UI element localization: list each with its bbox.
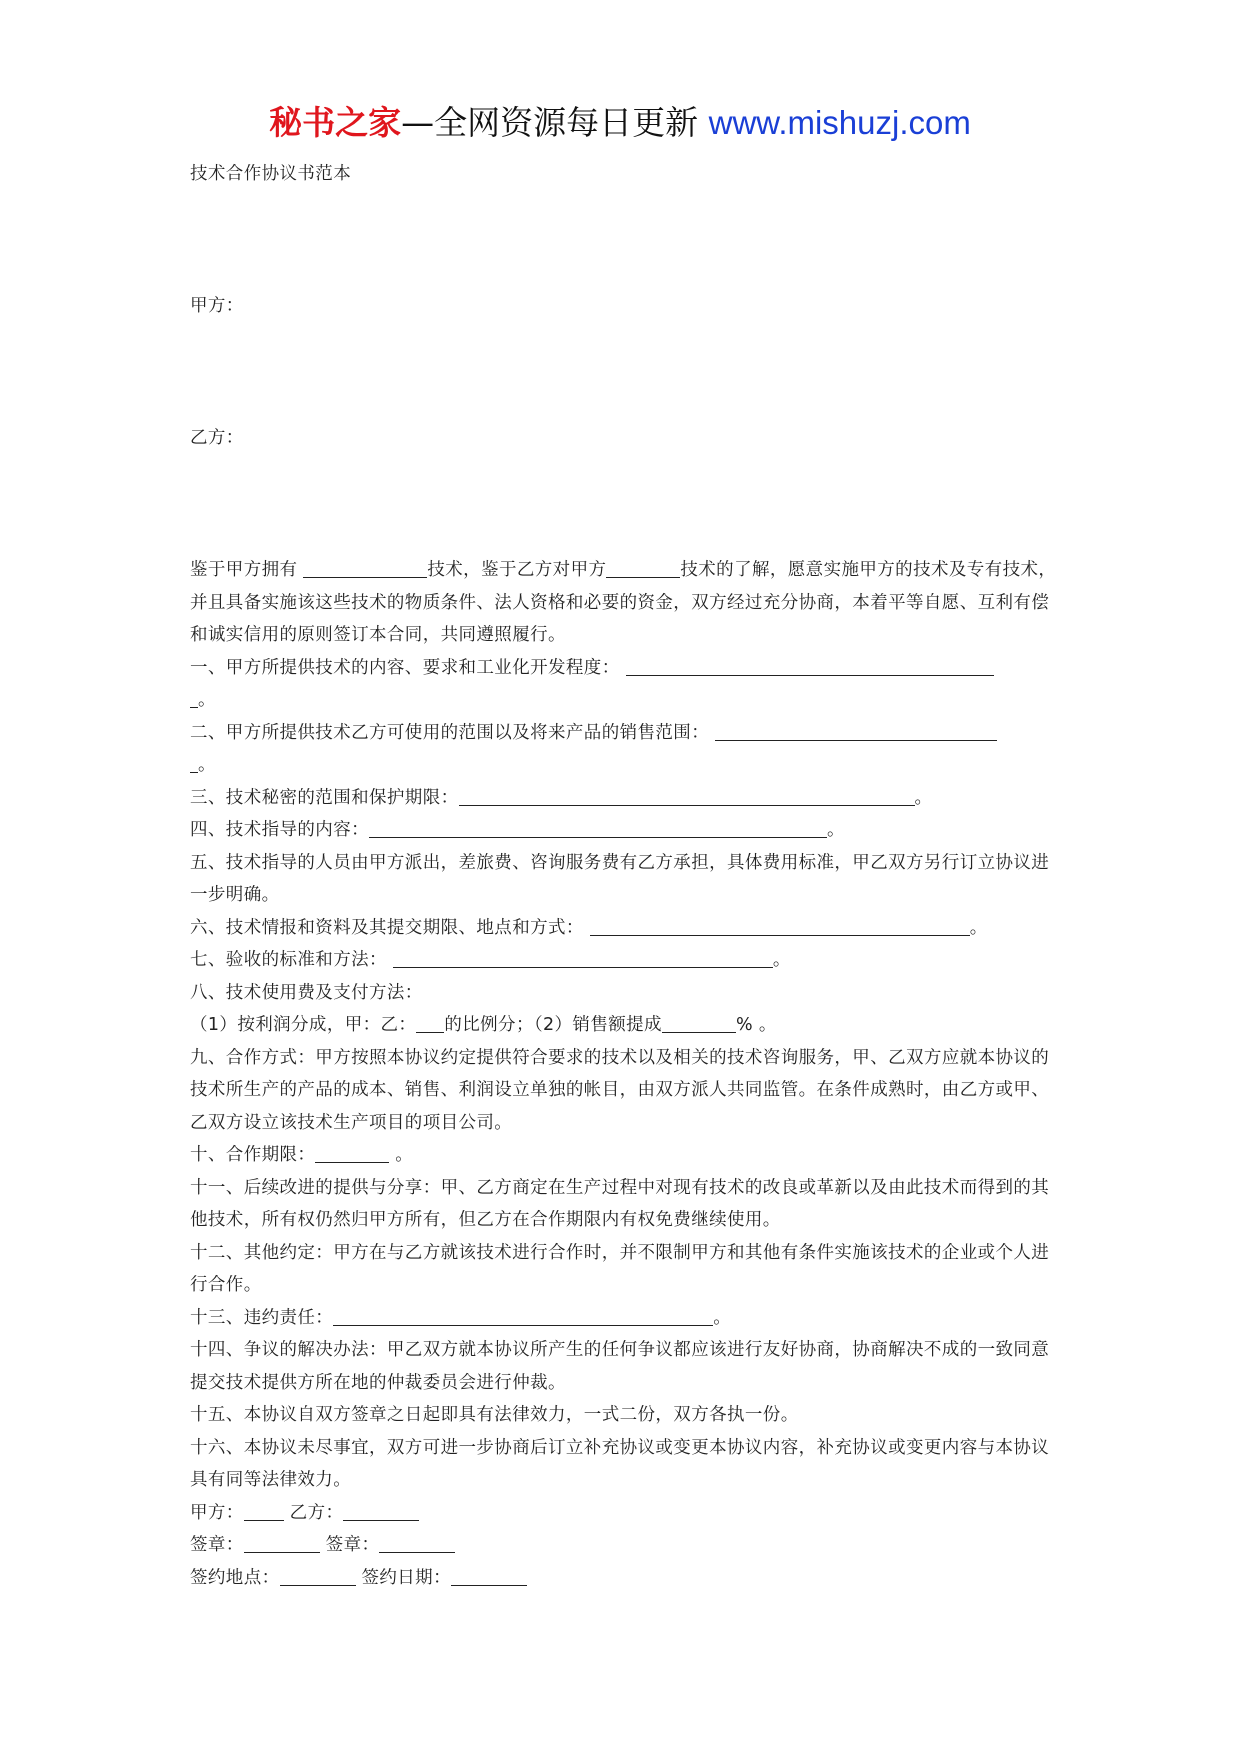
site-url-link[interactable]: www.mishuzj.com xyxy=(708,104,971,141)
blank-profit-ratio[interactable] xyxy=(416,1011,444,1033)
seal-b-label: 签章： xyxy=(325,1535,380,1555)
signature-seals xyxy=(190,1529,1060,1562)
blank-seal-b[interactable] xyxy=(379,1531,455,1553)
blank-seal-a[interactable] xyxy=(244,1531,320,1553)
clause-8-payment xyxy=(190,1009,1060,1042)
blank-tech-name-2[interactable] xyxy=(606,556,680,578)
clause-14: 十四、争议的解决办法：甲乙双方就本协议所产生的任何争议都应该进行友好协商，协商解决不成的一致同意提交技术提供方所在地的仲裁委员会进行仲裁。 xyxy=(190,1340,1050,1393)
blank-clause-2-tail[interactable] xyxy=(190,751,198,773)
clause-1-end: 。 xyxy=(198,690,216,710)
clause-7-end: 。 xyxy=(772,950,791,970)
blank-date[interactable] xyxy=(451,1564,527,1586)
clause-7 xyxy=(190,944,1060,977)
banner-slogan: —全网资源每日更新 xyxy=(401,103,709,142)
blank-clause-13[interactable] xyxy=(333,1304,713,1326)
clause-6-text: 六、技术情报和资料及其提交期限、地点和方式： xyxy=(190,917,584,938)
blank-clause-6[interactable] xyxy=(590,914,970,936)
clause-8-sub-1: （1）按利润分成，甲：乙： xyxy=(190,1015,417,1035)
clause-2-end: 。 xyxy=(198,755,216,775)
blank-sig-party-a[interactable] xyxy=(244,1499,284,1521)
intro-text-1: 鉴于甲方拥有 xyxy=(190,560,304,580)
clause-13-end: 。 xyxy=(713,1307,732,1328)
blank-place[interactable] xyxy=(280,1564,356,1586)
clause-4-end: 。 xyxy=(827,820,845,840)
sig-party-a-label: 甲方： xyxy=(190,1502,244,1523)
blank-clause-1[interactable] xyxy=(626,654,994,676)
signature-place-date xyxy=(190,1562,1060,1595)
date-label: 签约日期： xyxy=(361,1567,451,1588)
blank-clause-2[interactable] xyxy=(715,719,997,741)
place-label: 签约地点： xyxy=(190,1567,280,1588)
blank-sales-percent[interactable] xyxy=(662,1011,736,1033)
clause-10-text: 十、合作期限： xyxy=(190,1145,316,1165)
clause-8-sub-3: % 。 xyxy=(735,1015,777,1035)
clause-2-text: 二、甲方所提供技术乙方可使用的范围以及将来产品的销售范围： xyxy=(190,722,710,743)
sig-party-b-label: 乙方： xyxy=(289,1502,344,1523)
clause-4 xyxy=(190,814,1060,847)
clause-8: 八、技术使用费及支付方法： xyxy=(190,982,423,1003)
intro-text-2: 技术，鉴于乙方对甲方 xyxy=(427,560,607,580)
seal-a-label: 签章： xyxy=(190,1535,244,1555)
clause-3 xyxy=(190,782,1060,815)
agreement-document xyxy=(190,158,1060,1594)
intro-text-3: 技术的了解，愿意实施甲方的技术及专有技术，并且具备实施该这些技术的物质条件、法人资格和必要的资金，双方经过充分协商，本着平等自愿、互利有偿和诚实信用的原则签订本合同，共同遵照履行。 xyxy=(190,560,1057,645)
site-banner xyxy=(0,100,1240,146)
clause-5: 五、技术指导的人员由甲方派出，差旅费、咨询服务费有乙方承担，具体费用标准，甲乙双方另行订立协议进一步明确。 xyxy=(190,852,1050,905)
clause-1 xyxy=(190,652,1060,717)
clause-1-text: 一、甲方所提供技术的内容、要求和工业化开发程度： xyxy=(190,657,620,678)
clause-16: 十六、本协议未尽事宜，双方可进一步协商后订立补充协议或变更本协议内容，补充协议或变更内容与本协议具有同等法律效力。 xyxy=(190,1437,1050,1490)
clause-3-end: 。 xyxy=(914,787,933,808)
clause-13-text: 十三、违约责任： xyxy=(190,1307,334,1328)
clause-6-end: 。 xyxy=(969,917,988,938)
clause-3-text: 三、技术秘密的范围和保护期限： xyxy=(190,787,459,808)
signature-parties xyxy=(190,1497,1060,1530)
clause-10-end: 。 xyxy=(389,1145,414,1165)
blank-clause-1-tail[interactable] xyxy=(190,686,198,708)
clause-7-text: 七、验收的标准和方法： xyxy=(190,950,387,970)
blank-tech-name[interactable] xyxy=(303,556,427,578)
party-a-label: 甲方： xyxy=(190,296,244,316)
clause-12: 十二、其他约定：甲方在与乙方就该技术进行合作时，并不限制甲方和其他有条件实施该技术的企业或个人进行合作。 xyxy=(190,1242,1050,1295)
blank-clause-4[interactable] xyxy=(369,816,827,838)
blank-sig-party-b[interactable] xyxy=(343,1499,419,1521)
blank-clause-7[interactable] xyxy=(393,946,773,968)
intro-paragraph xyxy=(190,554,1060,652)
brand-name: 秘书之家 xyxy=(269,103,402,142)
document-title: 技术合作协议书范本 xyxy=(190,164,352,184)
clause-6 xyxy=(190,912,1060,945)
blank-clause-3[interactable] xyxy=(459,784,915,806)
clause-4-text: 四、技术指导的内容： xyxy=(190,820,369,840)
clause-15: 十五、本协议自双方签章之日起即具有法律效力，一式二份，双方各执一份。 xyxy=(190,1405,799,1425)
clause-13 xyxy=(190,1302,1060,1335)
party-b-label: 乙方： xyxy=(190,428,244,448)
clause-10 xyxy=(190,1139,1060,1172)
clause-11: 十一、后续改进的提供与分享：甲、乙方商定在生产过程中对现有技术的改良或革新以及由此技术而得到的其他技术，所有权仍然归甲方所有，但乙方在合作期限内有权免费继续使用。 xyxy=(190,1177,1050,1230)
clause-9: 九、合作方式：甲方按照本协议约定提供符合要求的技术以及相关的技术咨询服务，甲、乙双方应就本协议的技术所生产的产品的成本、销售、利润设立单独的帐目，由双方派人共同监管。在条件成熟时，由乙方或甲、乙双方设立该技术生产项目的项目公司。 xyxy=(190,1047,1050,1133)
clause-8-sub-2: 的比例分；（2）销售额提成 xyxy=(444,1015,662,1035)
blank-term[interactable] xyxy=(315,1141,389,1163)
clause-2 xyxy=(190,717,1060,782)
